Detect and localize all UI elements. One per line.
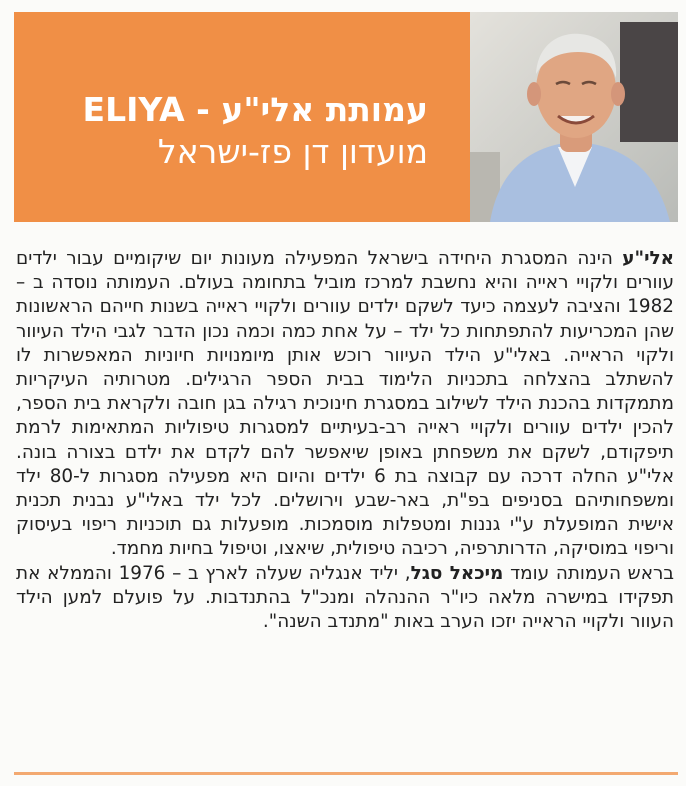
- organization-name: אלי"ע: [622, 248, 674, 269]
- article-title: עמותת אלי"ע - ELIYA: [82, 90, 428, 129]
- portrait-photo: [470, 12, 678, 222]
- paragraph-text: הינה המסגרת היחידה בישראל המפעילה מעונות יום שיקומיים עבור ילדים עוורים ולקויי ראייה והיא נחשבת למרכז מוביל בתחומה בעולם. העמותה נוסדה ב – 1982 והציבה לעצמה כיעד לשקם ילדים עוורים ולקויי ראייה בשנות חייהם הראשונות שהן המכריעות להתפתחות כל ילד – על אחת כמה וכמה נכון הדבר לגבי הילד העיוור ולקוי הראייה. באלי"ע הילד העיוור רוכש אותן מיומנויות חיוניות המאפשרות לו להשתלב בהצלחה בתכניות הלימוד בבית הספר הרגילים. מטרותיה העיקריות מתמקדות בהכנת הילד לשילוב במסגרת חינוכית רגילה בגן חובה ולקראת בית הספר, להכין ילדים עוורים ולקויי ראייה רב-בעיתיים למסגרות טיפוליות המתאימות לרמת תיפקודם, לשקם את משפחתן באופן שיאפשר להם לקדם את ילדם בצורה בונה. אלי"ע החלה דרכה עם קבוצה בת 6 ילדים והיום היא מפעילה מסגרות ל-80 ילד ומשפחותיהם בסניפים בפ"ת, באר-שבע וירושלים. לכל ילד באלי"ע נבנית תכנית אישית המופעלת ע"י גננות ומטפלות מוסמכות. מופעלות גם תוכניות ריפוי בעיסוק וריפוי במוסיקה, הדרותרפיה, רכיבה טיפולית, שיאצו, וטיפול בחיות מחמד.: [16, 248, 674, 560]
- title-banner: [14, 12, 470, 222]
- paragraph-text: , יליד אנגליה שעלה לארץ ב – 1976 והממלא את תפקידו במישרה מלאה כיו"ר ההנהלה ומנכ"ל בהתנדבות. על פועלם למען הילד העוור ולקויי הראייה יזכו הערב באות "מתנדב השנה".: [16, 562, 674, 633]
- article-subtitle: מועדון דן פז-ישראל: [157, 132, 428, 171]
- chairman-name: מיכאל סגל: [410, 562, 504, 584]
- paragraph-text: בראש העמותה עומד: [503, 562, 675, 584]
- portrait-illustration: [470, 12, 678, 222]
- bottom-divider: [14, 772, 678, 775]
- article-body: [16, 247, 674, 634]
- article-paragraph: [16, 562, 674, 635]
- article-header: [14, 12, 678, 222]
- article-paragraph: [16, 247, 674, 562]
